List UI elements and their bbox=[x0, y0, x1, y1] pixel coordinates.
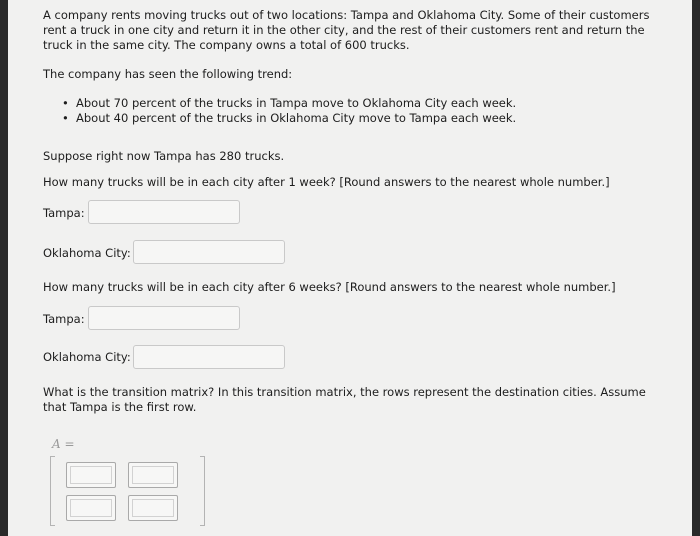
trend-list bbox=[60, 96, 516, 126]
intro-line: A company rents moving trucks out of two locations: Tampa and Oklahoma City. Some of their customers bbox=[43, 8, 650, 22]
matrix-cell-1-2[interactable] bbox=[128, 462, 178, 488]
matrix-right-bracket bbox=[200, 456, 205, 526]
matrix-input-2-2[interactable] bbox=[133, 500, 177, 518]
q1-oklahoma-field[interactable] bbox=[133, 240, 285, 264]
question-3-line: What is the transition matrix? In this transition matrix, the rows represent the destination cities. Assume bbox=[43, 385, 646, 399]
intro-line: truck in the same city. The company owns a total of 600 trucks. bbox=[43, 38, 410, 52]
matrix-input-2-1[interactable] bbox=[71, 500, 115, 518]
list-item bbox=[60, 111, 516, 126]
q1-oklahoma-input[interactable] bbox=[134, 241, 284, 263]
q2-oklahoma-label: Oklahoma City: bbox=[43, 350, 131, 364]
q1-tampa-label: Tampa: bbox=[43, 206, 85, 220]
q1-oklahoma-label: Oklahoma City: bbox=[43, 246, 131, 260]
q1-tampa-field[interactable] bbox=[88, 200, 240, 224]
question-3-line: that Tampa is the first row. bbox=[43, 400, 197, 414]
trend-intro: The company has seen the following trend: bbox=[43, 67, 293, 81]
question-3-text bbox=[43, 385, 653, 415]
q2-tampa-field[interactable] bbox=[88, 306, 240, 330]
problem-intro bbox=[43, 8, 653, 53]
matrix-input-1-1[interactable] bbox=[71, 467, 115, 485]
matrix-input-1-2[interactable] bbox=[133, 467, 177, 485]
q2-oklahoma-field[interactable] bbox=[133, 345, 285, 369]
q2-oklahoma-input[interactable] bbox=[134, 346, 284, 368]
bullet-icon: • bbox=[62, 96, 69, 110]
list-item bbox=[60, 96, 516, 111]
intro-line: rent a truck in one city and return it in the other city, and the rest of their customers rent and return the bbox=[43, 23, 645, 37]
q2-tampa-input[interactable] bbox=[89, 307, 239, 329]
matrix-cell-2-2[interactable] bbox=[128, 495, 178, 521]
matrix-cell-1-1[interactable] bbox=[66, 462, 116, 488]
suppose-text: Suppose right now Tampa has 280 trucks. bbox=[43, 149, 285, 163]
q1-tampa-input[interactable] bbox=[89, 201, 239, 223]
problem-page bbox=[8, 0, 692, 536]
q2-tampa-label: Tampa: bbox=[43, 312, 85, 326]
question-1-text: How many trucks will be in each city after 1 week? [Round answers to the nearest whole number.] bbox=[43, 175, 610, 189]
question-2-text: How many trucks will be in each city after 6 weeks? [Round answers to the nearest whole number.] bbox=[43, 280, 616, 294]
matrix-cell-2-1[interactable] bbox=[66, 495, 116, 521]
matrix-label: A = bbox=[52, 437, 75, 451]
trend-text: About 40 percent of the trucks in Oklahoma City move to Tampa each week. bbox=[76, 111, 517, 125]
matrix-left-bracket bbox=[50, 456, 55, 526]
trend-text: About 70 percent of the trucks in Tampa move to Oklahoma City each week. bbox=[76, 96, 517, 110]
bullet-icon: • bbox=[62, 111, 69, 125]
